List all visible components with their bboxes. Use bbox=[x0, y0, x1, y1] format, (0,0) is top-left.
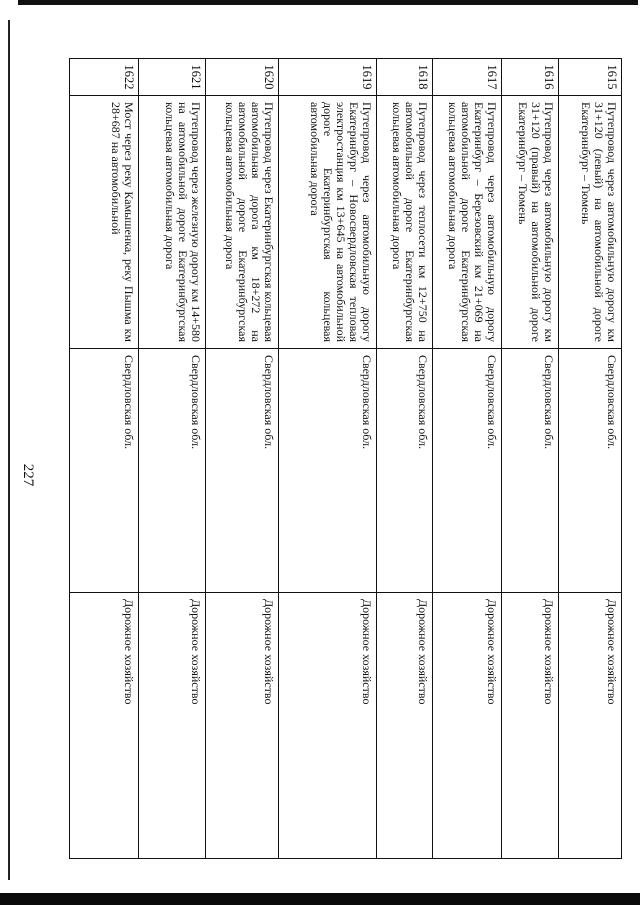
region-cell: Свердловская обл. bbox=[559, 349, 622, 593]
row-number: 1617 bbox=[433, 59, 502, 96]
object-name: Путепровод через теплосети км 12+750 на автомобильной дороге Екатеринбургская кольцевая автомобильная дорога bbox=[377, 96, 433, 349]
object-name: Мост через реку Камышенка, реку Пышма км 28+687 на автомобильной bbox=[70, 96, 139, 349]
page-number: 227 bbox=[20, 463, 36, 487]
rotated-table-wrapper bbox=[70, 58, 622, 858]
table-row bbox=[279, 59, 377, 859]
table-row bbox=[70, 59, 139, 859]
owner-cell: Дорожное хозяйство bbox=[502, 593, 559, 859]
owner-cell: Дорожное хозяйство bbox=[433, 593, 502, 859]
table-row bbox=[206, 59, 279, 859]
object-name: Путепровод через Екатеринбургская кольцевая автомобильная дорога км 18+272 на автомобильной дороге Екатеринбургская кольцевая автомобильная дорога bbox=[206, 96, 279, 349]
row-number: 1619 bbox=[279, 59, 377, 96]
region-cell: Свердловская обл. bbox=[139, 349, 206, 593]
region-cell: Свердловская обл. bbox=[502, 349, 559, 593]
register-table bbox=[69, 58, 622, 859]
row-number: 1620 bbox=[206, 59, 279, 96]
object-name: Путепровод через автомобильную дорогу Екатеринбург – Новосвердловская тепловая электростанция км 13+645 на автомобильной дороге Екатеринбургская кольцевая автомобильная дорога bbox=[279, 96, 377, 349]
row-number: 1615 bbox=[559, 59, 622, 96]
object-name: Путепровод через автомобильную дорогу км 31+120 (левый) на автомобильной дороге Екатеринбург – Тюмень bbox=[559, 96, 622, 349]
owner-cell: Дорожное хозяйство bbox=[206, 593, 279, 859]
region-cell: Свердловская обл. bbox=[206, 349, 279, 593]
scan-top-border bbox=[18, 0, 638, 5]
table-row bbox=[139, 59, 206, 859]
object-name: Путепровод через автомобильную дорогу Екатеринбург – Березовский км 21+069 на автомобильной дороге Екатеринбургская кольцевая автомобильная дорога bbox=[433, 96, 502, 349]
owner-cell: Дорожное хозяйство bbox=[279, 593, 377, 859]
region-cell: Свердловская обл. bbox=[70, 349, 139, 593]
row-number: 1616 bbox=[502, 59, 559, 96]
row-number: 1622 bbox=[70, 59, 139, 96]
owner-cell: Дорожное хозяйство bbox=[139, 593, 206, 859]
object-name: Путепровод через железную дорогу км 14+580 на автомобильной дороге Екатеринбургская кольцевая автомобильная дорога bbox=[139, 96, 206, 349]
table-row bbox=[502, 59, 559, 859]
owner-cell: Дорожное хозяйство bbox=[70, 593, 139, 859]
row-number: 1618 bbox=[377, 59, 433, 96]
row-number: 1621 bbox=[139, 59, 206, 96]
region-cell: Свердловская обл. bbox=[433, 349, 502, 593]
table-row bbox=[559, 59, 622, 859]
owner-cell: Дорожное хозяйство bbox=[559, 593, 622, 859]
region-cell: Свердловская обл. bbox=[279, 349, 377, 593]
object-name: Путепровод через автомобильную дорогу км 31+120 (правый) на автомобильной дороге Екатеринбург – Тюмень bbox=[502, 96, 559, 349]
scan-bottom-border bbox=[0, 893, 640, 905]
scan-left-edge bbox=[8, 20, 10, 880]
table-row bbox=[377, 59, 433, 859]
owner-cell: Дорожное хозяйство bbox=[377, 593, 433, 859]
table-row bbox=[433, 59, 502, 859]
region-cell: Свердловская обл. bbox=[377, 349, 433, 593]
